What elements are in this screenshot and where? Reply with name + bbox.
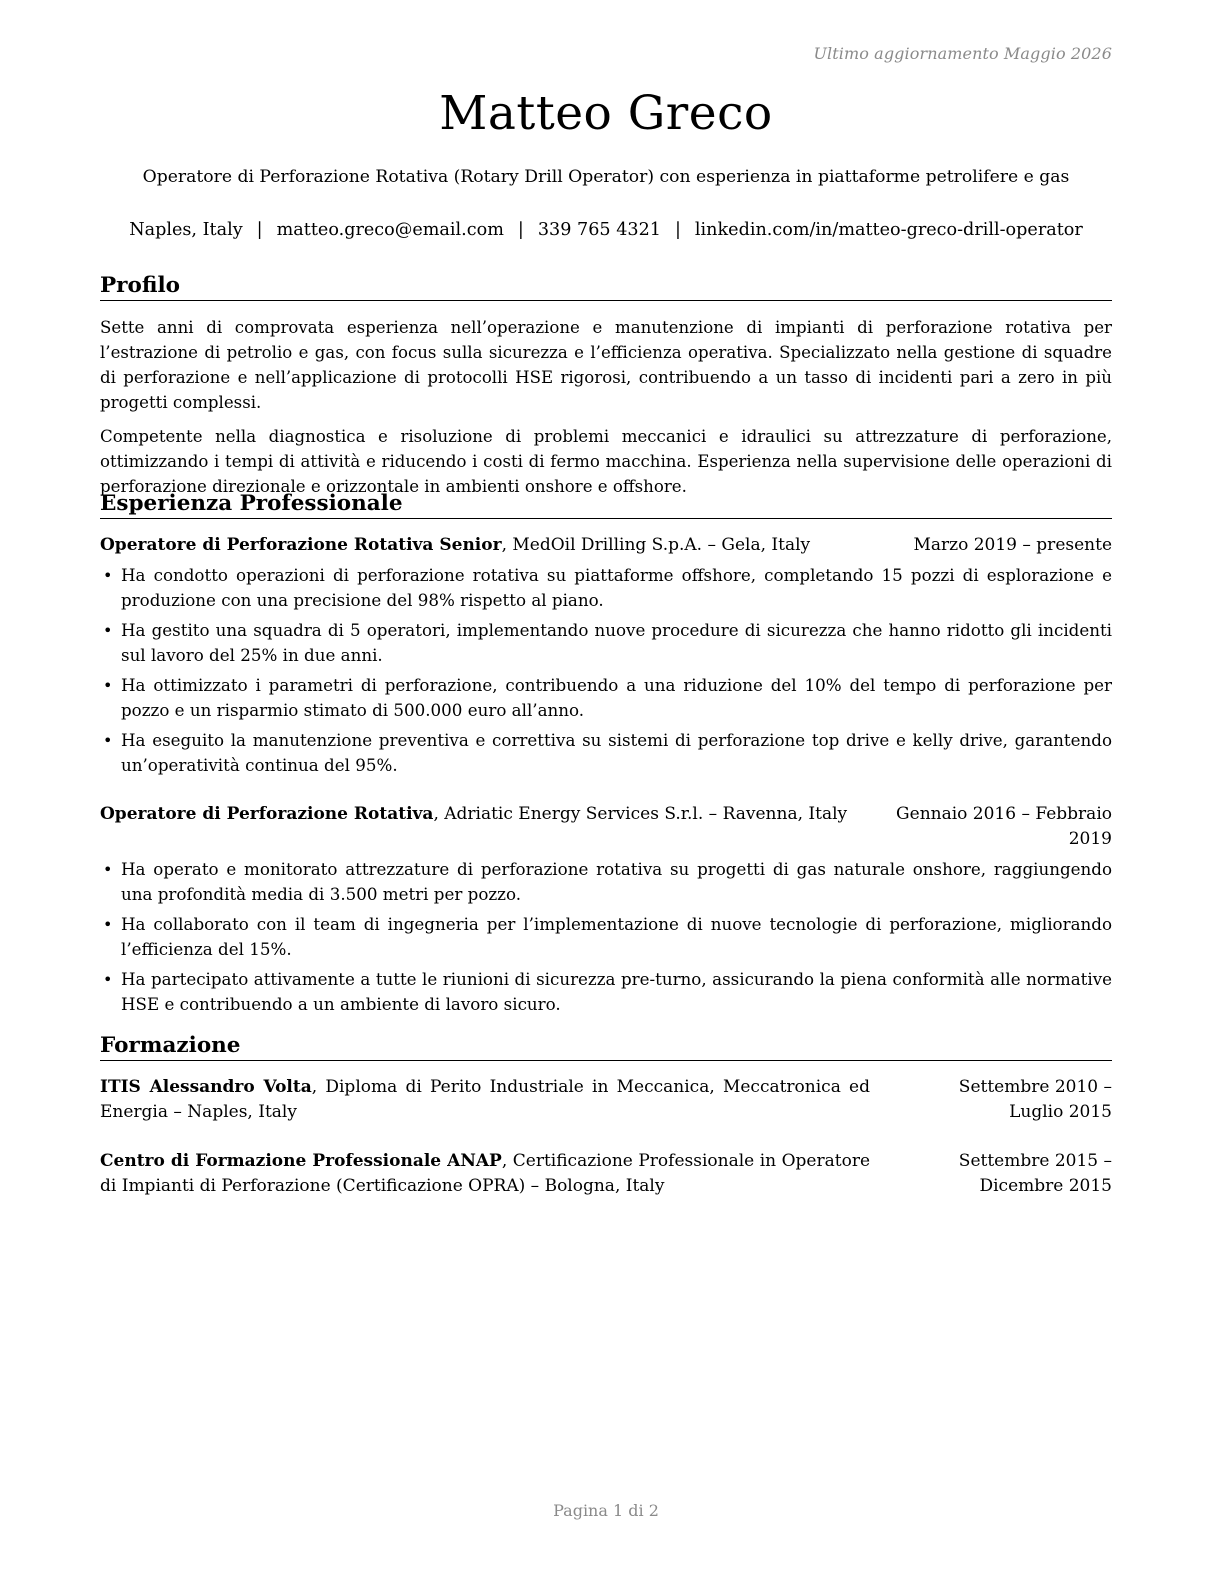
bullet-icon: • bbox=[103, 621, 113, 640]
contact-line bbox=[100, 220, 1112, 240]
job-entry bbox=[100, 533, 1112, 778]
last-updated: Ultimo aggiornamento Maggio 2026 bbox=[813, 44, 1112, 63]
separator: | bbox=[256, 220, 263, 240]
separator: | bbox=[517, 220, 524, 240]
job-entry bbox=[100, 802, 1112, 1017]
job-role: Operatore di Perforazione Rotativa bbox=[100, 804, 434, 824]
resume-page bbox=[100, 0, 1112, 1584]
separator: | bbox=[674, 220, 681, 240]
bullet-icon: • bbox=[103, 676, 113, 695]
job-header bbox=[100, 533, 1112, 558]
school-name: ITIS Alessandro Volta bbox=[100, 1077, 312, 1097]
education-detail: , Diploma di Perito Industriale in Meccanica, Meccatronica ed Energia – Naples, Italy bbox=[100, 1077, 870, 1122]
list-item: • Ha gestito una squadra di 5 operatori, implementando nuove procedure di sicurezza che hanno ridotto gli incidenti sul lavoro del 25% in due anni. bbox=[103, 620, 1112, 665]
tagline: Operatore di Perforazione Rotativa (Rotary Drill Operator) con esperienza in piattaforme petrolifere e gas bbox=[142, 167, 1070, 187]
job-role: Operatore di Perforazione Rotativa Senior bbox=[100, 535, 502, 555]
list-item: • Ha operato e monitorato attrezzature di perforazione rotativa su progetti di gas naturale onshore, raggiungendo una profondità media di 3.500 metri per pozzo. bbox=[103, 859, 1112, 904]
phone-number[interactable]: 339 765 4321 bbox=[537, 220, 661, 240]
candidate-name: Matteo Greco bbox=[439, 86, 773, 141]
education-dates: Settembre 2015 – Dicembre 2015 bbox=[958, 1151, 1112, 1196]
section-title: Formazione bbox=[100, 1032, 1112, 1061]
bullet-icon: • bbox=[103, 860, 113, 879]
job-dates: Gennaio 2016 – Febbraio 2019 bbox=[896, 804, 1112, 849]
location: Naples, Italy bbox=[129, 220, 243, 240]
job-header bbox=[100, 802, 1112, 852]
job-dates: Marzo 2019 – presente bbox=[913, 535, 1112, 555]
list-item: • Ha collaborato con il team di ingegneria per l’implementazione di nuove tecnologie di perforazione, migliorando l’efficienza del 15%. bbox=[103, 914, 1112, 959]
page-number: Pagina 1 di 2 bbox=[553, 1501, 659, 1520]
job-bullets bbox=[100, 857, 1112, 1017]
education-entry bbox=[100, 1149, 1112, 1199]
list-item: • Ha condotto operazioni di perforazione rotativa su piattaforme offshore, completando 15 pozzi di esplorazione e produzione con una precisione del 98% rispetto al piano. bbox=[103, 565, 1112, 610]
linkedin-link[interactable]: linkedin.com/in/matteo-greco-drill-operator bbox=[694, 220, 1083, 240]
school-name: Centro di Formazione Professionale ANAP bbox=[100, 1151, 502, 1171]
profile-paragraph: Sette anni di comprovata esperienza nell’operazione e manutenzione di impianti di perforazione rotativa per l’estrazione di petrolio e gas, con focus sulla sicurezza e l’efficienza operativa. Specializzato nella gestione di squadre di perforazione e nell’applicazione di protocolli HSE rigorosi, contribuendo a un tasso di incidenti pari a zero in più progetti complessi. bbox=[100, 318, 1112, 412]
email-link[interactable]: matteo.greco@email.com bbox=[276, 220, 504, 240]
education-entry bbox=[100, 1075, 1112, 1125]
experience-section bbox=[100, 490, 1112, 1017]
job-company: , Adriatic Energy Services S.r.l. – Ravenna, Italy bbox=[433, 804, 848, 824]
job-bullets bbox=[100, 563, 1112, 778]
bullet-icon: • bbox=[103, 970, 113, 989]
profile-section bbox=[100, 272, 1112, 499]
list-item: • Ha ottimizzato i parametri di perforazione, contribuendo a una riduzione del 10% del tempo di perforazione per pozzo e un risparmio stimato di 500.000 euro all’anno. bbox=[103, 675, 1112, 720]
list-item: • Ha partecipato attivamente a tutte le riunioni di sicurezza pre-turno, assicurando la piena conformità alle normative HSE e contribuendo a un ambiente di lavoro sicuro. bbox=[103, 969, 1112, 1014]
section-title: Profilo bbox=[100, 272, 1112, 301]
bullet-icon: • bbox=[103, 915, 113, 934]
bullet-icon: • bbox=[103, 731, 113, 750]
education-detail: , Certificazione Professionale in Operatore di Impianti di Perforazione (Certificazione OPRA) – Bologna, Italy bbox=[100, 1151, 870, 1196]
section-title: Esperienza Professionale bbox=[100, 490, 1112, 519]
education-section bbox=[100, 1032, 1112, 1199]
bullet-icon: • bbox=[103, 566, 113, 585]
job-company: , MedOil Drilling S.p.A. – Gela, Italy bbox=[501, 535, 811, 555]
education-dates: Settembre 2010 – Luglio 2015 bbox=[958, 1077, 1112, 1122]
list-item: • Ha eseguito la manutenzione preventiva e correttiva su sistemi di perforazione top drive e kelly drive, garantendo un’operatività continua del 95%. bbox=[103, 730, 1112, 775]
profile-paragraph: Competente nella diagnostica e risoluzione di problemi meccanici e idraulici su attrezzature di perforazione, ottimizzando i tempi di attività e riducendo i costi di fermo macchina. Esperienza nella supervisione delle operazioni di perforazione direzionale e orizzontale in ambienti onshore e offshore. bbox=[100, 427, 1112, 496]
